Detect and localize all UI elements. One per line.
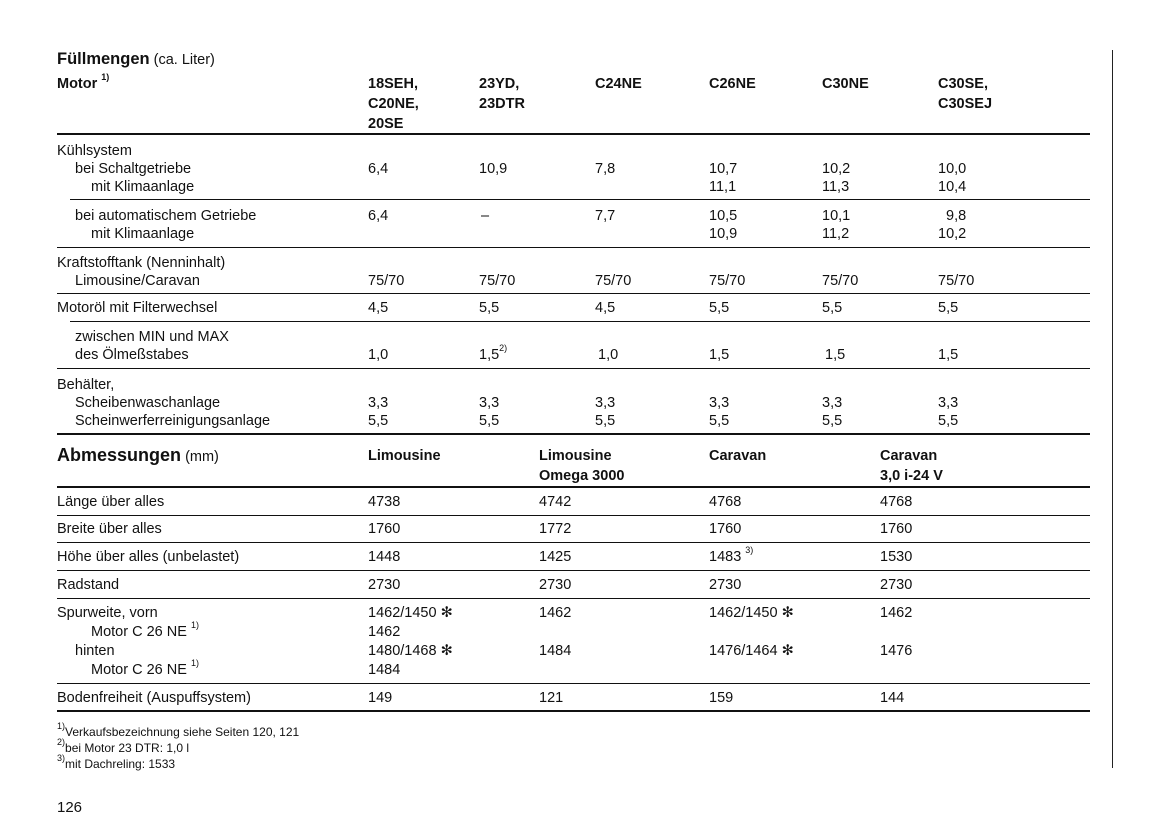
oil-minmax-value: 1,0	[368, 347, 389, 363]
oil-value: 5,5	[709, 300, 730, 316]
dims-col-name: Caravan	[880, 448, 938, 464]
engine-name: C26NE	[709, 76, 756, 92]
motor-label-text: Motor	[57, 76, 98, 92]
cooling-auto-value: 7,7	[595, 208, 616, 224]
page-number: 126	[57, 799, 83, 816]
length-value: 4768	[709, 494, 742, 510]
dims-section-title	[57, 446, 219, 466]
washer-value: 3,3	[368, 395, 389, 411]
engine-col-1	[368, 74, 419, 134]
row-rule	[57, 515, 1090, 516]
dims-col-2	[539, 446, 624, 486]
footnote-mark-3: 3)	[745, 545, 754, 556]
asterisk-icon: ✻	[440, 605, 453, 621]
dims-col-name: Caravan	[709, 448, 767, 464]
headlamp-value: 5,5	[938, 413, 959, 429]
fuel-label: Kraftstofftank (Nenninhalt)	[57, 255, 226, 271]
width-value: 1760	[880, 521, 913, 537]
footnote-mark-1: 1)	[190, 658, 199, 669]
wheelbase-value: 2730	[880, 577, 913, 593]
cooling-auto-value: 10,5	[709, 208, 738, 224]
oil-value: 4,5	[595, 300, 616, 316]
oil-minmax-value: 1,5	[938, 347, 959, 363]
track-front-value-limousine	[368, 604, 453, 622]
cooling-manual-ac-value: 11,1	[709, 179, 737, 195]
engine-name: 23DTR	[479, 96, 525, 112]
track-value: 1480/1468	[368, 643, 437, 659]
fill-section-title	[57, 50, 215, 69]
oil-minmax-value: 1,5	[709, 347, 730, 363]
engine-col-2	[479, 74, 525, 114]
length-value: 4768	[880, 494, 913, 510]
engine-col-4	[709, 74, 756, 94]
row-rule	[57, 570, 1090, 571]
clearance-value: 144	[880, 690, 905, 706]
fuel-value: 75/70	[822, 273, 859, 289]
track-front-value: 1462	[880, 605, 913, 621]
oil-minmax-label-2: des Ölmeßstabes	[75, 347, 189, 363]
cooling-auto-value: 9,8	[946, 208, 967, 224]
oil-label: Motoröl mit Filterwechsel	[57, 300, 218, 316]
engine-label-text: Motor C 26 NE	[91, 624, 187, 640]
cooling-manual-ac-value: 10,4	[938, 179, 967, 195]
oil-minmax-value: 1,5	[479, 347, 500, 363]
cooling-auto-value: 10,1	[822, 208, 851, 224]
row-rule	[70, 199, 1090, 200]
wheelbase-label: Radstand	[57, 577, 120, 593]
row-rule	[57, 368, 1090, 369]
engine-name: 20SE	[368, 116, 404, 132]
dims-col-1	[368, 446, 441, 466]
cooling-manual-value: 6,4	[368, 161, 389, 177]
oil-value: 5,5	[479, 300, 500, 316]
footnote-mark-2: 2)	[499, 343, 508, 354]
engine-name: C24NE	[595, 76, 642, 92]
washer-value: 3,3	[595, 395, 616, 411]
cooling-auto-ac-label: mit Klimaanlage	[91, 226, 195, 242]
fuel-value: 75/70	[938, 273, 975, 289]
section-rule	[57, 433, 1090, 435]
footnote-text: bei Motor 23 DTR: 1,0 l	[65, 741, 190, 755]
dims-col-name: Limousine	[368, 448, 441, 464]
footnote-text: mit Dachreling: 1533	[65, 757, 176, 771]
cooling-auto-value: –	[481, 208, 490, 224]
footnote-text: Verkaufsbezeichnung siehe Seiten 120, 121	[65, 725, 300, 739]
motor-label	[57, 74, 109, 94]
fuel-value: 75/70	[368, 273, 405, 289]
fuel-value: 75/70	[479, 273, 516, 289]
fill-unit: (ca. Liter)	[153, 52, 215, 68]
footnote-mark: 1)	[57, 721, 66, 731]
cooling-manual-value: 7,8	[595, 161, 616, 177]
oil-value: 5,5	[938, 300, 959, 316]
row-rule	[57, 293, 1090, 294]
track-front-value: 1462	[539, 605, 572, 621]
length-value: 4738	[368, 494, 401, 510]
headlamp-label: Scheinwerferreinigungsanlage	[75, 413, 271, 429]
footnote	[57, 721, 300, 740]
cooling-manual-label: bei Schaltgetriebe	[75, 161, 192, 177]
cooling-label: Kühlsystem	[57, 143, 132, 159]
cooling-auto-label: bei automatischem Getriebe	[75, 208, 257, 224]
wheelbase-value: 2730	[539, 577, 572, 593]
row-rule	[70, 321, 1090, 322]
width-value: 1760	[709, 521, 742, 537]
height-value: 1425	[539, 549, 572, 565]
row-rule	[57, 542, 1090, 543]
cooling-manual-ac-value: 11,3	[822, 179, 850, 195]
track-rear-engine-label	[91, 658, 199, 679]
oil-minmax-value: 1,5	[825, 347, 846, 363]
clearance-value: 149	[368, 690, 393, 706]
oil-minmax-value-23yd	[479, 343, 508, 364]
engine-name: C30NE	[822, 76, 869, 92]
page-edge-rule	[1112, 50, 1113, 768]
clearance-value: 121	[539, 690, 564, 706]
oil-minmax-value: 1,0	[598, 347, 619, 363]
dims-title: Abmessungen	[57, 445, 182, 465]
washer-value: 3,3	[709, 395, 730, 411]
engine-name: 23YD,	[479, 76, 520, 92]
container-label: Behälter,	[57, 377, 115, 393]
row-rule	[57, 598, 1090, 599]
width-value: 1772	[539, 521, 572, 537]
row-rule	[57, 683, 1090, 684]
track-rear-value: 1484	[539, 643, 572, 659]
cooling-manual-ac-label: mit Klimaanlage	[91, 179, 195, 195]
wheelbase-value: 2730	[368, 577, 401, 593]
oil-value: 5,5	[822, 300, 843, 316]
track-front-value-caravan	[709, 604, 794, 622]
clearance-label: Bodenfreiheit (Auspuffsystem)	[57, 690, 251, 706]
dims-col-4	[880, 446, 943, 486]
track-front-engine-label	[91, 620, 199, 641]
cooling-manual-value: 10,9	[479, 161, 508, 177]
dims-col-name: Omega 3000	[539, 468, 625, 484]
engine-name: C30SEJ	[938, 96, 993, 112]
track-value: 1462/1450	[709, 605, 778, 621]
height-value-caravan	[709, 545, 754, 566]
engine-name: C20NE,	[368, 96, 419, 112]
headlamp-value: 5,5	[368, 413, 389, 429]
track-rear-value-limousine	[368, 642, 453, 660]
height-value: 1448	[368, 549, 401, 565]
engine-col-6	[938, 74, 992, 114]
track-rear-value-caravan	[709, 642, 794, 660]
cooling-manual-value: 10,2	[822, 161, 851, 177]
footnote-mark-1: 1)	[190, 620, 199, 631]
table-bottom-rule	[57, 710, 1090, 712]
dims-col-name: Limousine	[539, 448, 612, 464]
oil-value: 4,5	[368, 300, 389, 316]
engine-col-3	[595, 74, 642, 94]
engine-col-5	[822, 74, 869, 94]
height-value: 1530	[880, 549, 913, 565]
washer-value: 3,3	[822, 395, 843, 411]
dims-header-rule	[57, 486, 1090, 488]
headlamp-value: 5,5	[822, 413, 843, 429]
oil-minmax-label-1: zwischen MIN und MAX	[75, 329, 229, 345]
engine-name: 18SEH,	[368, 76, 418, 92]
track-front-c26-value: 1462	[368, 624, 401, 640]
headlamp-value: 5,5	[595, 413, 616, 429]
track-rear-label: hinten	[75, 643, 115, 659]
row-rule	[57, 247, 1090, 248]
cooling-auto-ac-value: 10,9	[709, 226, 738, 242]
height-label: Höhe über alles (unbelastet)	[57, 549, 240, 565]
washer-label: Scheibenwaschanlage	[75, 395, 221, 411]
asterisk-icon: ✻	[781, 605, 794, 621]
washer-value: 3,3	[479, 395, 500, 411]
fuel-sub-label: Limousine/Caravan	[75, 273, 200, 289]
track-rear-c26-value: 1484	[368, 662, 401, 678]
asterisk-icon: ✻	[440, 643, 453, 659]
asterisk-icon: ✻	[781, 643, 794, 659]
length-label: Länge über alles	[57, 494, 165, 510]
track-value: 1476/1464	[709, 643, 778, 659]
headlamp-value: 5,5	[709, 413, 730, 429]
dims-unit: (mm)	[185, 449, 219, 465]
track-value: 1462/1450	[368, 605, 437, 621]
fuel-value: 75/70	[595, 273, 632, 289]
engine-name: C30SE,	[938, 76, 988, 92]
footnote	[57, 737, 190, 756]
track-front-label: Spurweite, vorn	[57, 605, 158, 621]
width-label: Breite über alles	[57, 521, 162, 537]
cooling-auto-value: 6,4	[368, 208, 389, 224]
footnote-mark: 2)	[57, 737, 66, 747]
track-rear-value: 1476	[880, 643, 913, 659]
cooling-auto-ac-value: 10,2	[938, 226, 967, 242]
washer-value: 3,3	[938, 395, 959, 411]
cooling-manual-value: 10,0	[938, 161, 967, 177]
clearance-value: 159	[709, 690, 734, 706]
cooling-manual-value: 10,7	[709, 161, 738, 177]
width-value: 1760	[368, 521, 401, 537]
headlamp-value: 5,5	[479, 413, 500, 429]
fill-title: Füllmengen	[57, 50, 150, 68]
footnote-mark: 3)	[57, 753, 66, 763]
engine-label-text: Motor C 26 NE	[91, 662, 187, 678]
header-rule	[57, 133, 1090, 135]
dims-col-name: 3,0 i-24 V	[880, 468, 943, 484]
motor-footnote-mark: 1)	[101, 72, 110, 83]
height-value: 1483	[709, 549, 742, 565]
wheelbase-value: 2730	[709, 577, 742, 593]
length-value: 4742	[539, 494, 572, 510]
cooling-auto-ac-value: 11,2	[822, 226, 850, 242]
fuel-value: 75/70	[709, 273, 746, 289]
footnote	[57, 753, 176, 772]
dims-col-3	[709, 446, 766, 466]
